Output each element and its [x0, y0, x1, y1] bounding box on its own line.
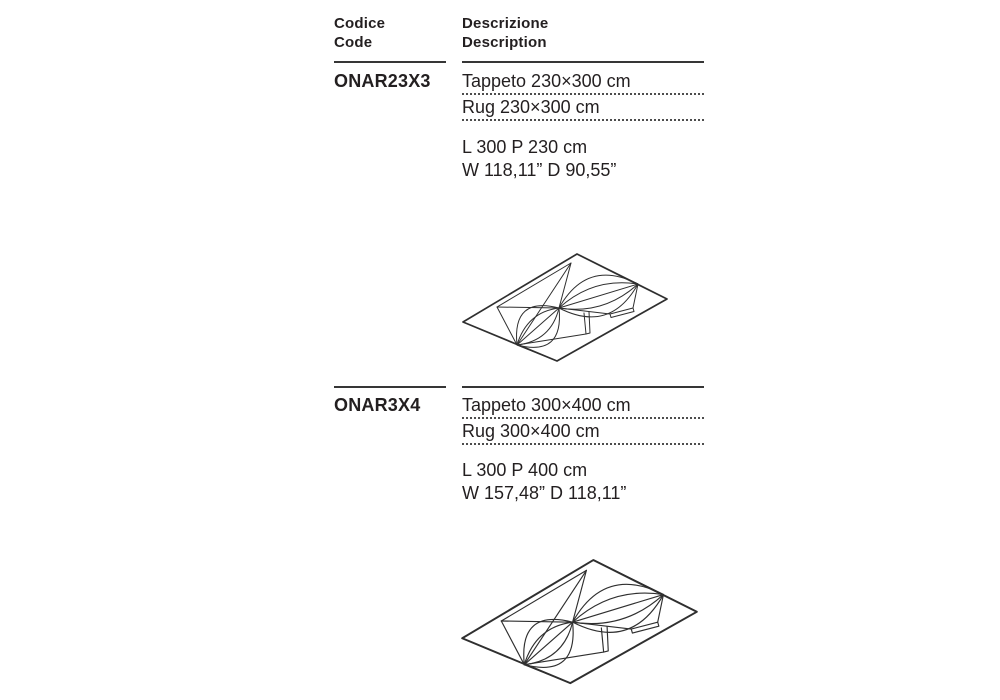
description-italian: Tappeto 230×300 cm — [462, 71, 704, 95]
column-header-code-en: Code — [334, 34, 373, 51]
dimensions-block — [462, 459, 626, 505]
column-header-code-it: Codice — [334, 15, 386, 32]
description-italian: Tappeto 300×400 cm — [462, 395, 704, 419]
column-header-code — [334, 14, 385, 52]
description-english: Rug 230×300 cm — [462, 97, 704, 121]
column-header-description — [462, 14, 548, 52]
dimensions-block — [462, 136, 616, 182]
header-rule-code-column — [334, 61, 446, 63]
dimensions-metric: L 300 P 400 cm — [462, 460, 588, 480]
column-header-description-it: Descrizione — [462, 15, 549, 32]
product-code: ONAR23X3 — [334, 71, 431, 91]
header-rule-description-column — [462, 61, 704, 63]
product-description-block — [462, 71, 704, 123]
row-rule-code-column — [334, 386, 446, 388]
product-code: ONAR3X4 — [334, 395, 421, 415]
product-description-block — [462, 395, 704, 447]
rug-isometric-drawing-300x400 — [453, 552, 706, 690]
column-header-description-en: Description — [462, 34, 547, 51]
rug-isometric-drawing-230x300 — [455, 247, 675, 367]
row-rule-description-column — [462, 386, 704, 388]
description-english: Rug 300×400 cm — [462, 421, 704, 445]
dimensions-imperial: W 157,48” D 118,11” — [462, 483, 627, 503]
dimensions-metric: L 300 P 230 cm — [462, 137, 588, 157]
dimensions-imperial: W 118,11” D 90,55” — [462, 160, 617, 180]
